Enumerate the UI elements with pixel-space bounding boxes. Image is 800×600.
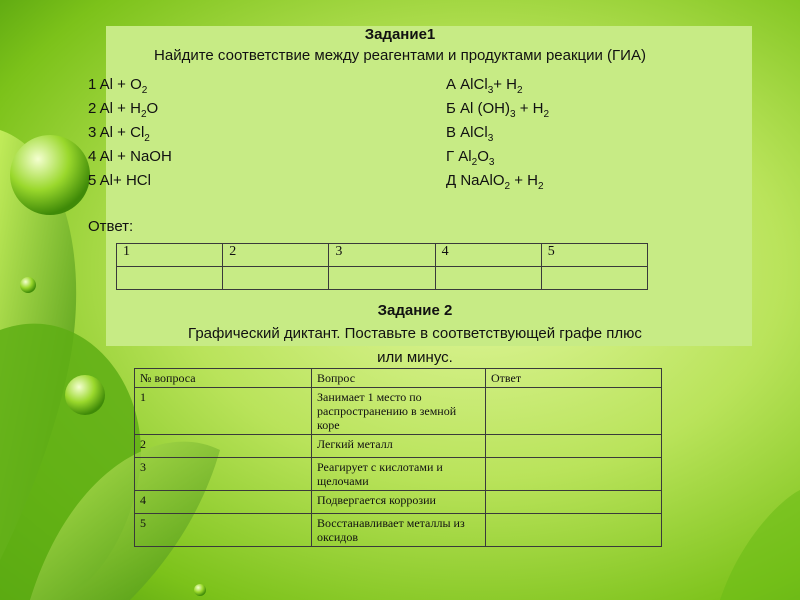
task1-subtitle: Найдите соответствие между реагентами и продуктами реакции (ГИА): [154, 47, 646, 64]
question-text: Восстанавливает металлы из оксидов: [312, 514, 486, 547]
question-number: 5: [135, 514, 312, 547]
table-header-row: [135, 369, 662, 388]
table-row: [135, 514, 662, 547]
answer-cell[interactable]: [486, 514, 662, 547]
content-panel: [106, 26, 752, 346]
answer-cell[interactable]: [223, 267, 329, 290]
table-row: [135, 435, 662, 458]
reagent-1: 1 $Al + O_2$: [88, 76, 148, 96]
answer-cell[interactable]: [486, 388, 662, 435]
product-b: Б Al $(OH)_3 + H_2$: [446, 100, 550, 120]
questions-table: [134, 368, 662, 547]
question-text: Легкий металл: [312, 435, 486, 458]
product-d: Д NaAlO$_2$ + $H_2$: [446, 172, 544, 192]
table-row: [135, 491, 662, 514]
task2-title: Задание 2: [377, 302, 453, 319]
reagent-3: 3 $Al + Cl_2$: [88, 124, 150, 144]
answer-header-cell: 2: [223, 244, 329, 267]
reagent-2: 2 $Al + H_2O$: [88, 100, 159, 120]
header-answer: Ответ: [486, 369, 662, 388]
answer-cell[interactable]: [435, 267, 541, 290]
question-number: 3: [135, 458, 312, 491]
answer-header-row: [117, 244, 648, 267]
answer-cell[interactable]: [486, 458, 662, 491]
product-v: В AlCl$_3$: [446, 124, 494, 144]
answer-cell[interactable]: [117, 267, 223, 290]
header-number: № вопроса: [135, 369, 312, 388]
answer-header-cell: 4: [435, 244, 541, 267]
question-text: Занимает 1 место по распространению в земной коре: [312, 388, 486, 435]
answer-header-cell: 5: [541, 244, 647, 267]
answer-table: [116, 243, 648, 290]
question-text: Подвергается коррозии: [312, 491, 486, 514]
header-question: Вопрос: [312, 369, 486, 388]
task2-instruction-line1: Графический диктант. Поставьте в соответствующей графе плюс: [188, 325, 642, 342]
question-text: Реагирует с кислотами и щелочами: [312, 458, 486, 491]
task1-title: Задание1: [364, 26, 436, 43]
answer-cell[interactable]: [486, 435, 662, 458]
answer-input-row: [117, 267, 648, 290]
answer-header-cell: 1: [117, 244, 223, 267]
question-number: 4: [135, 491, 312, 514]
table-row: [135, 388, 662, 435]
task2-instruction-line2: или минус.: [377, 349, 453, 366]
answer-cell[interactable]: [486, 491, 662, 514]
reagent-4: 4 Al + NaOH: [88, 148, 172, 165]
answer-cell[interactable]: [541, 267, 647, 290]
reagent-5: 5 Al+ HCl: [88, 172, 151, 189]
answer-header-cell: 3: [329, 244, 435, 267]
table-row: [135, 458, 662, 491]
question-number: 2: [135, 435, 312, 458]
product-g: Г $Al_2O_3$: [446, 148, 495, 168]
answer-label: Ответ:: [88, 218, 134, 235]
question-number: 1: [135, 388, 312, 435]
product-a: А AlCl$_3$+ $H_2$: [446, 76, 523, 96]
answer-cell[interactable]: [329, 267, 435, 290]
